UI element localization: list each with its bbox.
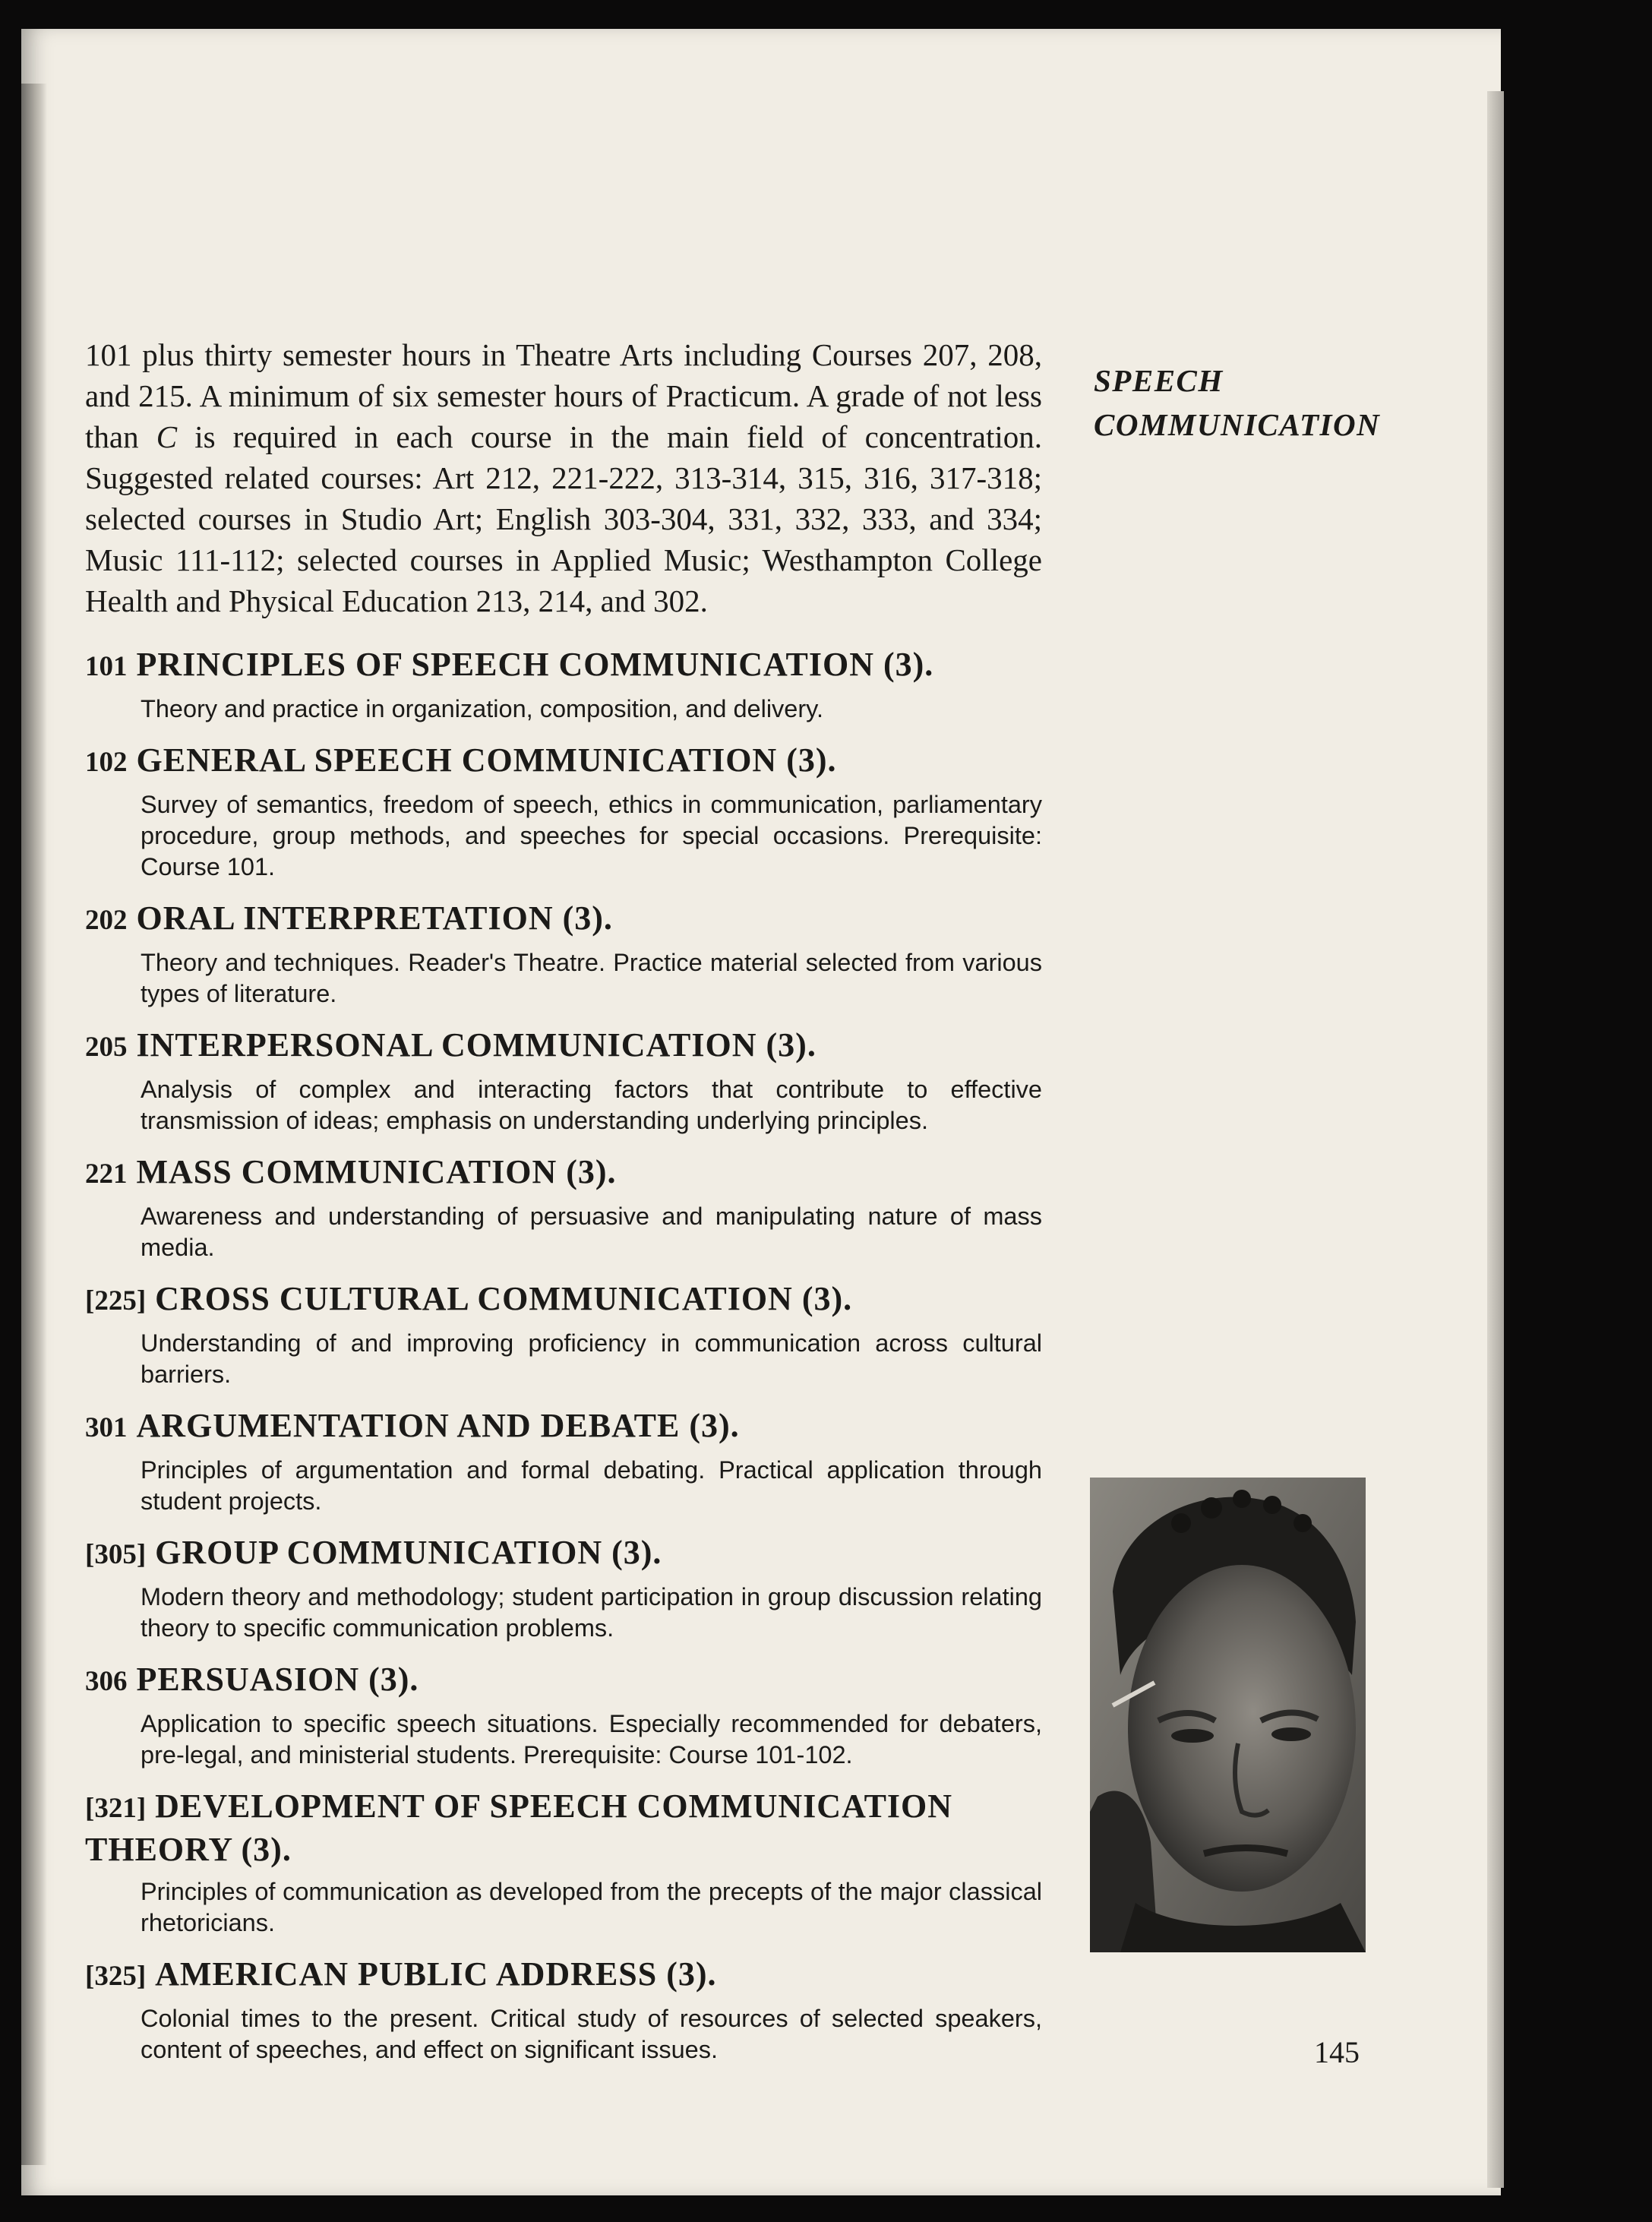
course-description: Awareness and understanding of persuasive and manipulating nature of mass media. <box>141 1203 1042 1261</box>
course-number: [225] <box>85 1285 147 1316</box>
course-heading <box>85 1532 1042 1576</box>
course-title: ORAL INTERPRETATION (3). <box>136 899 613 937</box>
book-spine-shadow <box>21 84 47 2165</box>
course-title: CROSS CULTURAL COMMUNICATION (3). <box>155 1280 853 1317</box>
course-heading <box>85 1786 1042 1870</box>
course-description: Colonial times to the present. Critical study of resources of selected speakers, content of speeches, and effect on significant issues. <box>141 2005 1042 2063</box>
side-heading-line: COMMUNICATION <box>1094 407 1381 442</box>
page-number: 145 <box>1314 2035 1360 2069</box>
course-heading <box>85 644 1042 687</box>
course-entry <box>85 740 1042 883</box>
intro-paragraph <box>85 334 1042 621</box>
intro-text-before: 101 plus thirty semester hours in Theatre Arts including Courses 207, 208, and 215. A minimum of six semester hours of Practicum. A grade of not less than <box>85 337 1042 454</box>
main-text-column <box>85 334 1042 2081</box>
course-description: Understanding of and improving proficiency in communication across cultural barriers. <box>141 1329 1042 1388</box>
course-entry <box>85 1659 1042 1771</box>
course-description: Theory and practice in organization, composition, and delivery. <box>141 695 824 722</box>
course-description: Survey of semantics, freedom of speech, ethics in communication, parliamentary procedure, group methods, and speeches for special occasions. Prerequisite: Course 101. <box>141 791 1042 880</box>
portrait-photo <box>1090 1478 1366 1952</box>
course-number: 301 <box>85 1412 128 1443</box>
course-entry <box>85 644 1042 725</box>
course-title: PERSUASION (3). <box>136 1661 419 1698</box>
course-heading <box>85 1954 1042 1997</box>
course-entry <box>85 1786 1042 1939</box>
course-number: 202 <box>85 905 128 936</box>
course-heading <box>85 1659 1042 1702</box>
course-title: PRINCIPLES OF SPEECH COMMUNICATION (3). <box>136 646 934 683</box>
course-title: GENERAL SPEECH COMMUNICATION (3). <box>136 741 837 779</box>
course-title: AMERICAN PUBLIC ADDRESS (3). <box>155 1955 717 1993</box>
course-heading <box>85 1152 1042 1195</box>
course-entry <box>85 1025 1042 1136</box>
course-description: Theory and techniques. Reader's Theatre. Practice material selected from various types of literature. <box>141 949 1042 1007</box>
portrait-illustration <box>1090 1478 1366 1952</box>
course-entry <box>85 898 1042 1010</box>
course-entry <box>85 1532 1042 1644</box>
course-description: Application to specific speech situations. Especially recommended for debaters, pre-legal, and ministerial students. Prerequisite: Course 101-102. <box>141 1710 1042 1768</box>
course-number: [325] <box>85 1961 147 1992</box>
course-description: Principles of communication as developed from the precepts of the major classical rhetoricians. <box>141 1878 1042 1936</box>
course-entry <box>85 1279 1042 1390</box>
section-side-heading <box>1094 359 1443 447</box>
course-title: MASS COMMUNICATION (3). <box>136 1153 617 1190</box>
grade-letter: C <box>156 419 178 454</box>
course-description: Analysis of complex and interacting factors that contribute to effective transmission of ideas; emphasis on understanding underlying principles. <box>141 1076 1042 1134</box>
course-number: [321] <box>85 1793 147 1824</box>
course-heading <box>85 740 1042 783</box>
course-description: Modern theory and methodology; student participation in group discussion relating theory to specific communication problems. <box>141 1583 1042 1642</box>
course-number: 205 <box>85 1032 128 1063</box>
course-number: 306 <box>85 1666 128 1697</box>
course-description: Principles of argumentation and formal debating. Practical application through student projects. <box>141 1456 1042 1515</box>
course-heading <box>85 898 1042 941</box>
intro-text-after: is required in each course in the main field of concentration. Suggested related courses: Art 212, 221-222, 313-314, 315, 316, 317-318; selected courses in Studio Art; English 303-304, 331, 332, 333, and 334; Music 111-112; selected courses in Applied Music; Westhampton College Health and Physical Education 213, 214, and 302. <box>85 419 1042 618</box>
course-entry <box>85 1954 1042 2066</box>
course-title: DEVELOPMENT OF SPEECH COMMUNICATION THEORY (3). <box>85 1787 953 1868</box>
course-heading <box>85 1279 1042 1322</box>
course-title: INTERPERSONAL COMMUNICATION (3). <box>136 1026 817 1064</box>
course-title: ARGUMENTATION AND DEBATE (3). <box>136 1407 740 1444</box>
course-number: [305] <box>85 1539 147 1570</box>
course-entry <box>85 1405 1042 1517</box>
course-entry <box>85 1152 1042 1263</box>
course-number: 221 <box>85 1158 128 1190</box>
course-heading <box>85 1025 1042 1068</box>
page-edge <box>1487 91 1504 2188</box>
course-title: GROUP COMMUNICATION (3). <box>155 1534 662 1571</box>
course-number: 102 <box>85 747 128 778</box>
course-number: 101 <box>85 651 128 682</box>
side-heading-line: SPEECH <box>1094 363 1224 398</box>
course-heading <box>85 1405 1042 1449</box>
